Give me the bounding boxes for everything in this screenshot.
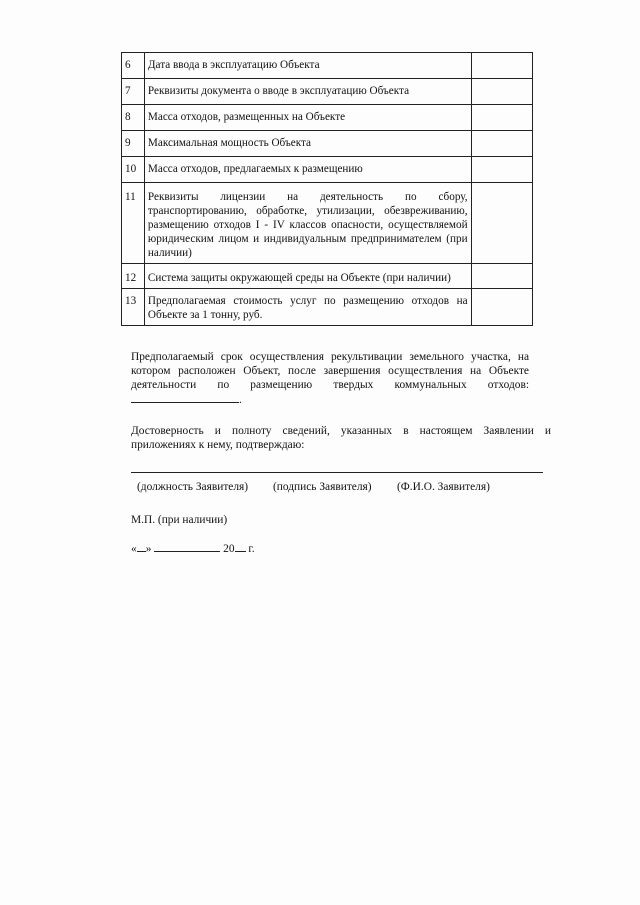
row-description: Максимальная мощность Объекта [144,131,471,157]
table-row [122,183,533,264]
row-description: Предполагаемая стоимость услуг по размещению отходов на Объекте за 1 тонну, руб. [144,289,471,326]
table-row [122,264,533,289]
year-suffix: г. [248,543,255,555]
signature-line[interactable] [131,472,543,473]
applicant-info-table [121,52,533,326]
row-description: Дата ввода в эксплуатацию Объекта [144,53,471,79]
row-value-cell[interactable] [471,79,532,105]
table-row [122,131,533,157]
position-caption: (должность Заявителя) [137,481,249,493]
row-value-cell[interactable] [471,157,532,183]
reclamation-text: Предполагаемый срок осуществления рекультивации земельного участка, на котором расположен Объект, после завершения осуществления на Объекте деятельности по размещению твердых коммунальных отходов: [131,351,529,391]
row-number: 8 [122,105,145,131]
year-blank[interactable] [235,541,246,552]
row-description: Система защиты окружающей среды на Объекте (при наличии) [144,264,471,289]
month-blank[interactable] [154,541,220,552]
row-value-cell[interactable] [471,105,532,131]
row-value-cell[interactable] [471,53,532,79]
row-value-cell[interactable] [471,183,532,264]
year-prefix: 20 [223,543,235,555]
signature-caption: (подпись Заявителя) [273,481,372,493]
table-row [122,289,533,326]
row-number: 7 [122,79,145,105]
row-description: Масса отходов, размещенных на Объекте [144,105,471,131]
row-number: 13 [122,289,145,326]
row-number: 12 [122,264,145,289]
date-line [131,541,255,556]
row-value-cell[interactable] [471,264,532,289]
row-description: Реквизиты лицензии на деятельность по сбору, транспортированию, обработке, утилизации, обезвреживанию, размещению отходов I - IV классов опасности, осуществляемой юридическим лицом и индивидуальным предпринимателем (при наличии) [144,183,471,264]
confirmation-paragraph: Достоверность и полноту сведений, указанных в настоящем Заявлении и приложениях к нему, подтверждаю: [131,425,551,451]
row-description: Реквизиты документа о вводе в эксплуатацию Объекта [144,79,471,105]
table-row [122,157,533,183]
date-close-quote: » [145,543,152,555]
row-description: Масса отходов, предлагаемых к размещению [144,157,471,183]
table-row [122,79,533,105]
row-value-cell[interactable] [471,131,532,157]
full-name-caption: (Ф.И.О. Заявителя) [397,481,490,493]
date-open-quote: « [131,543,137,555]
table-row [122,53,533,79]
reclamation-period-paragraph [131,350,529,407]
table-row [122,105,533,131]
row-value-cell[interactable] [471,289,532,326]
reclamation-tail: . [239,394,242,406]
row-number: 10 [122,157,145,183]
row-number: 9 [122,131,145,157]
row-number: 6 [122,53,145,79]
day-blank[interactable] [137,541,146,552]
reclamation-period-blank[interactable] [131,392,239,403]
row-number: 11 [122,183,145,264]
stamp-note: М.П. (при наличии) [131,514,228,526]
